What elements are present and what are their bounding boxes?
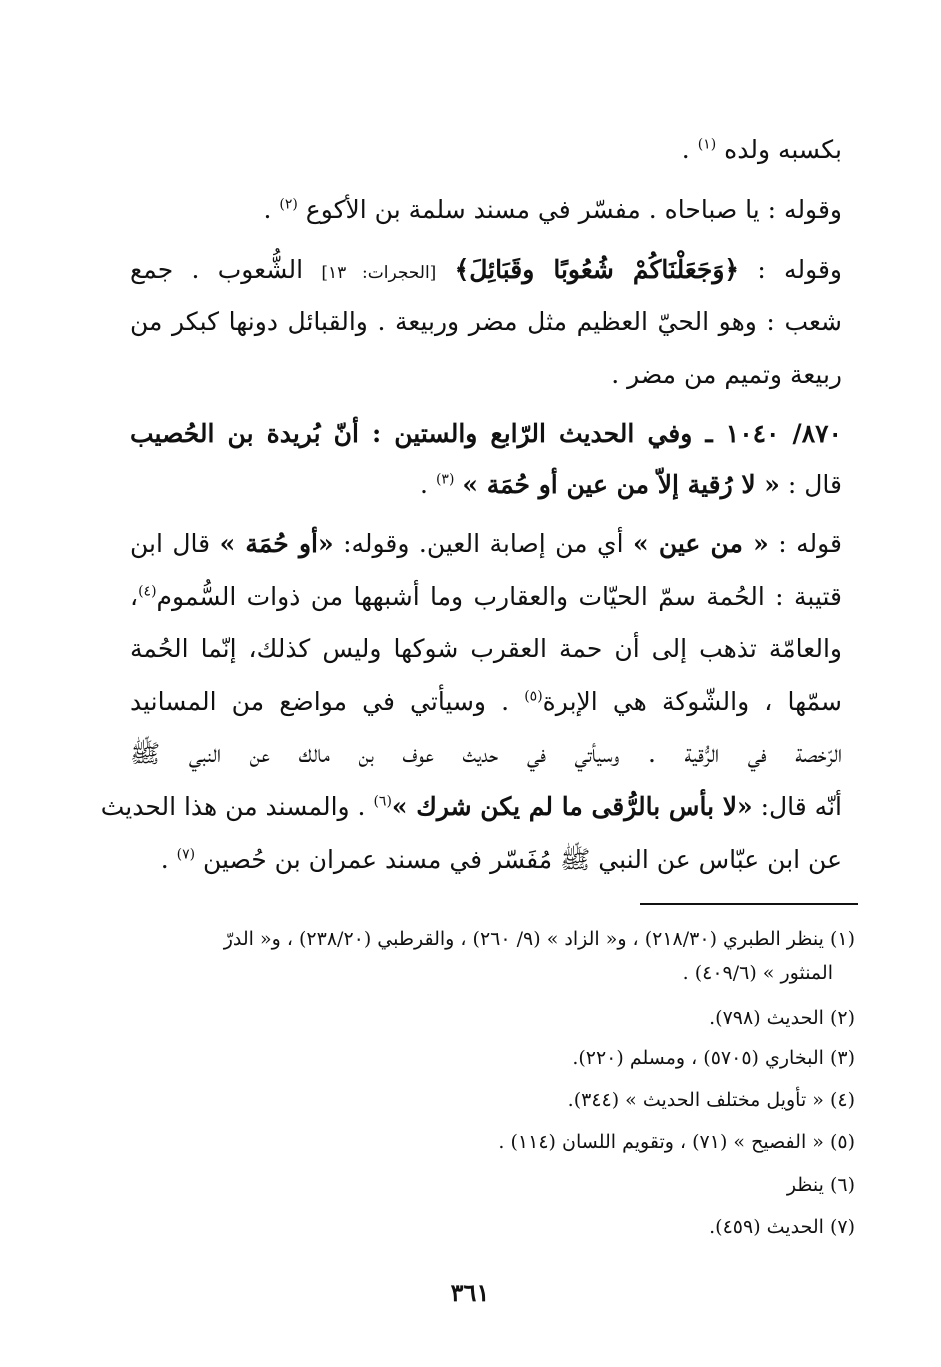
text-line-3: وقوله : ﴿وَجَعَلْنَاكُمْ شُعُوبًا وقَبَائِلَ﴾ [الحجرات: ١٣] الشُّعوب . جمع (130, 255, 843, 284)
footnote-1-continued: المنثور » (٤٠٩/٦) . (682, 962, 833, 984)
text-line-13: أنّه قال: «لا بأس بالرُّقى ما لم يكن شرك »$^{(٦)}$ . والمسند من هذا الحديث (100, 792, 842, 821)
footnote-ref-6: (٦) (373, 793, 392, 810)
text-line-2: وقوله : يا صباحاه . مفسّر في مسند سلمة بن الأكوع $^{(٢)}$ . (263, 195, 842, 224)
footnote-2: (٢) الحديث (٧٩٨). (709, 1007, 855, 1029)
text-line-11: سمّها ، والشّوكة هي الإبرة$^{(٥)}$ . وسيأتي في مواضع من المسانيد (130, 687, 842, 716)
footnote-1: (١) ينظر الطبري (٢١٨/٣٠) ، و« الزاد » (٩/ ٢٦٠) ، والقرطبي (٢٣٨/٢٠) ، و« الدرّ (223, 928, 855, 950)
hadith-quote: « لا رُقية إلاّ من عين أو حُمَة » (462, 470, 780, 499)
footnote-7: (٧) الحديث (٤٥٩). (709, 1216, 855, 1238)
footnote-ref-1: (١) (697, 136, 717, 153)
verse-citation: [الحجرات: ١٣] (321, 263, 437, 283)
footnote-5: (٥) « الفصيح » (٧١) ، وتقويم اللسان (١١٤) . (498, 1131, 855, 1153)
text-line-4: شعب : وهو الحيّ العظيم مثل مضر وربيعة . والقبائل دونها كبكر من (130, 307, 842, 336)
text-line-5: ربيعة وتميم من مضر . (611, 360, 842, 389)
page-number: ٣٦١ (450, 1278, 490, 1307)
footnote-ref-2: (٢) (279, 196, 298, 213)
footnote-ref-3: (٣) (435, 471, 455, 488)
footnote-ref-4: (٤) (138, 583, 157, 600)
text-line-9: قتيبة : الحُمة سمّ الحيّات والعقارب وما أشبهها من ذوات السُّموم$^{(٤)}$، (130, 582, 842, 611)
text-line-8: قوله : « من عين » أي من إصابة العين. وقوله: «أو حُمَة » قال ابن (130, 529, 843, 558)
text-line-7: قال : « لا رُقية إلاّ من عين أو حُمَة » $^{(٣)}$ . (420, 470, 842, 499)
hadith-heading: ٨٧٠/ ١٠٤٠ ـ وفي الحديث الرّابع والستين : أنّ بُريدة بن الحُصيب (130, 419, 842, 448)
footnote-4: (٤) « تأويل مختلف الحديث » (٣٤٤). (567, 1089, 855, 1111)
text-line-14: عن ابن عبّاس عن النبي ﷺ مُفَسّر في مسند عمران بن حُصين $^{(٧)}$ . (160, 845, 842, 874)
footnote-6: (٦) ينظر (786, 1174, 855, 1196)
footnote-ref-7: (٧) (176, 846, 196, 863)
footnote-separator (640, 903, 858, 905)
text-line-1: بكسبه ولده $^{(١)}$ . (681, 135, 842, 164)
footnote-3: (٣) البخاري (٥٧٠٥) ، ومسلم (٢٢٠). (572, 1047, 855, 1069)
quran-verse: ﴿وَجَعَلْنَاكُمْ شُعُوبًا وقَبَائِلَ﴾ (454, 255, 740, 284)
text-line-10: والعامّة تذهب إلى أن حمة العقرب شوكها وليس كذلك، إنّما الحُمة (130, 634, 842, 663)
text-line-12: الرّخصة في الرُّقية . وسيأتي في حديث عوف بن مالك عن النبي ﷺ (130, 739, 842, 768)
footnote-ref-5: (٥) (524, 688, 543, 705)
